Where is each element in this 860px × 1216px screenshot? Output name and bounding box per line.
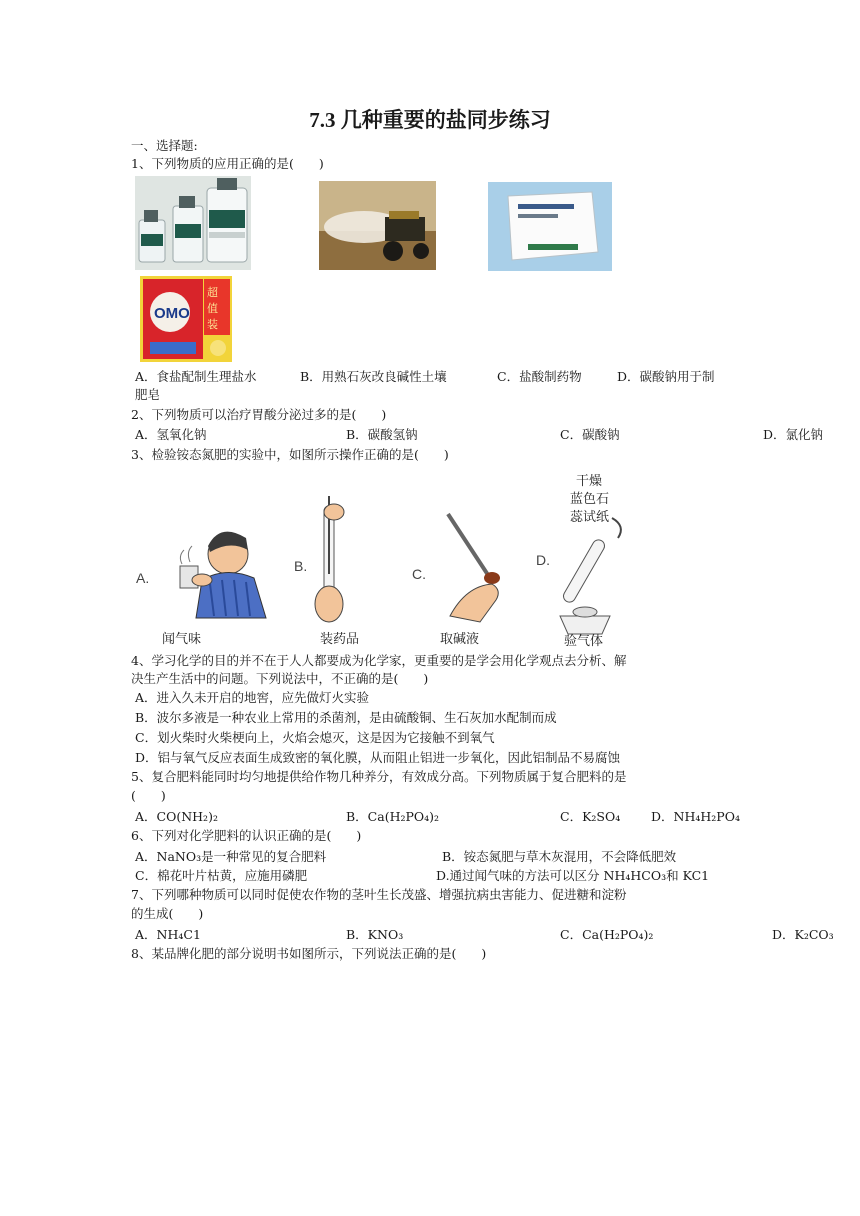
q7-option-c: C．Ca(H₂PO₄)₂ xyxy=(560,927,654,942)
q4-option-a: A．进入久未开启的地窖，应先做灯火实验 xyxy=(135,690,370,705)
q1-stem: 1、下列物质的应用正确的是( ) xyxy=(131,156,324,171)
q4-option-b: B．波尔多液是一种农业上常用的杀菌剂，是由硫酸铜、生石灰加水配制而成 xyxy=(135,710,557,725)
fig-d-note-1: 干燥 xyxy=(576,473,603,488)
q1-option-d-cont: 肥皂 xyxy=(135,387,161,402)
q2-option-b: B．碳酸氢钠 xyxy=(346,427,418,442)
fig-d-letter: D. xyxy=(536,552,550,568)
q5-stem-line-2: ( ) xyxy=(131,788,166,803)
dropper-illustration xyxy=(448,514,500,622)
q5-stem-line-1: 5、复合肥料能同时均匀地提供给作物几种养分，有效成分高。下列物质属于复合肥料的是 xyxy=(131,769,627,784)
fig-a-caption: 闻气味 xyxy=(162,631,202,646)
q1-option-a: A．食盐配制生理盐水 xyxy=(135,369,257,384)
q4-stem-line-1: 4、学习化学的目的并不在于人人都要成为化学家，更重要的是学会用化学观点去分析、解 xyxy=(131,653,627,668)
page-title: 7.3 几种重要的盐同步练习 xyxy=(309,108,551,132)
q4-option-c: C．划火柴时火柴梗向上，火焰会熄灭，这是因为它接触不到氧气 xyxy=(135,730,495,745)
fig-c-caption: 取碱液 xyxy=(440,631,480,646)
q5-option-a: A．CO(NH₂)₂ xyxy=(135,809,218,824)
fig-b-letter: B. xyxy=(294,558,308,574)
medicine-box-image xyxy=(488,182,612,271)
q7-stem-line-1: 7、下列哪种物质可以同时促使农作物的茎叶生长茂盛、增强抗病虫害能力、促进糖和淀粉 xyxy=(131,887,627,902)
badge-char-1: 超 xyxy=(207,286,218,299)
section-heading: 一、选择题: xyxy=(131,138,198,153)
q4-option-d: D．铝与氧气反应表面生成致密的氧化膜，从而阻止铝进一步氧化，因此铝制品不易腐蚀 xyxy=(135,750,621,765)
q7-option-b: B．KNO₃ xyxy=(346,927,404,942)
q6-option-b: B．铵态氮肥与草木灰混用，不会降低肥效 xyxy=(442,849,677,864)
fig-c-letter: C. xyxy=(412,566,426,582)
test-tube-loading-illustration xyxy=(315,496,344,622)
fig-a-letter: A. xyxy=(136,570,150,586)
q5-option-d: D．NH₄H₂PO₄ xyxy=(651,809,740,824)
q6-option-d: D.通过闻气味的方法可以区分 NH₄HCO₃和 KC1 xyxy=(436,868,710,883)
fig-d-caption: 验气体 xyxy=(564,633,604,648)
q2-option-c: C．碳酸钠 xyxy=(560,427,620,442)
gas-testing-illustration xyxy=(560,518,621,634)
q7-option-d: D．K₂CO₃ xyxy=(772,927,834,942)
q2-stem: 2、下列物质可以治疗胃酸分泌过多的是( ) xyxy=(131,407,387,422)
q8-stem: 8、某品牌化肥的部分说明书如图所示，下列说法正确的是( ) xyxy=(131,946,487,961)
fig-d-note-3: 蕊试纸 xyxy=(570,509,610,524)
q1-option-b: B．用熟石灰改良碱性土壤 xyxy=(300,369,447,384)
lime-spreader-image xyxy=(319,181,436,270)
q1-option-d: D．碳酸钠用于制 xyxy=(617,369,715,384)
q7-stem-line-2: 的生成( ) xyxy=(131,906,204,921)
fig-d-note-2: 蓝色石 xyxy=(570,491,610,506)
fig-b-caption: 装药品 xyxy=(320,631,360,646)
q7-option-a: A．NH₄C1 xyxy=(135,927,201,942)
q6-option-c: C．棉花叶片枯黄，应施用磷肥 xyxy=(135,868,308,883)
saline-bottles-image xyxy=(135,176,251,270)
q2-option-a: A．氢氧化钠 xyxy=(135,427,207,442)
lab-operations-figure xyxy=(130,466,650,648)
q5-option-c: C．K₂SO₄ xyxy=(560,809,621,824)
boy-smelling-illustration xyxy=(180,532,266,618)
omo-logo-text: OMO xyxy=(154,305,190,322)
detergent-box-image xyxy=(140,276,232,362)
badge-char-2: 值 xyxy=(207,302,218,315)
q6-stem: 6、下列对化学肥料的认识正确的是( ) xyxy=(131,828,362,843)
badge-char-3: 装 xyxy=(207,318,218,331)
q2-option-d: D．氯化钠 xyxy=(763,427,824,442)
q3-stem: 3、检验铵态氮肥的实验中，如图所示操作正确的是( ) xyxy=(131,447,449,462)
q6-option-a: A．NaNO₃是一种常见的复合肥料 xyxy=(135,849,327,864)
q4-stem-line-2: 决生产生活中的问题。下列说法中，不正确的是( ) xyxy=(131,671,429,686)
q5-option-b: B．Ca(H₂PO₄)₂ xyxy=(346,809,440,824)
q1-option-c: C．盐酸制药物 xyxy=(497,369,582,384)
